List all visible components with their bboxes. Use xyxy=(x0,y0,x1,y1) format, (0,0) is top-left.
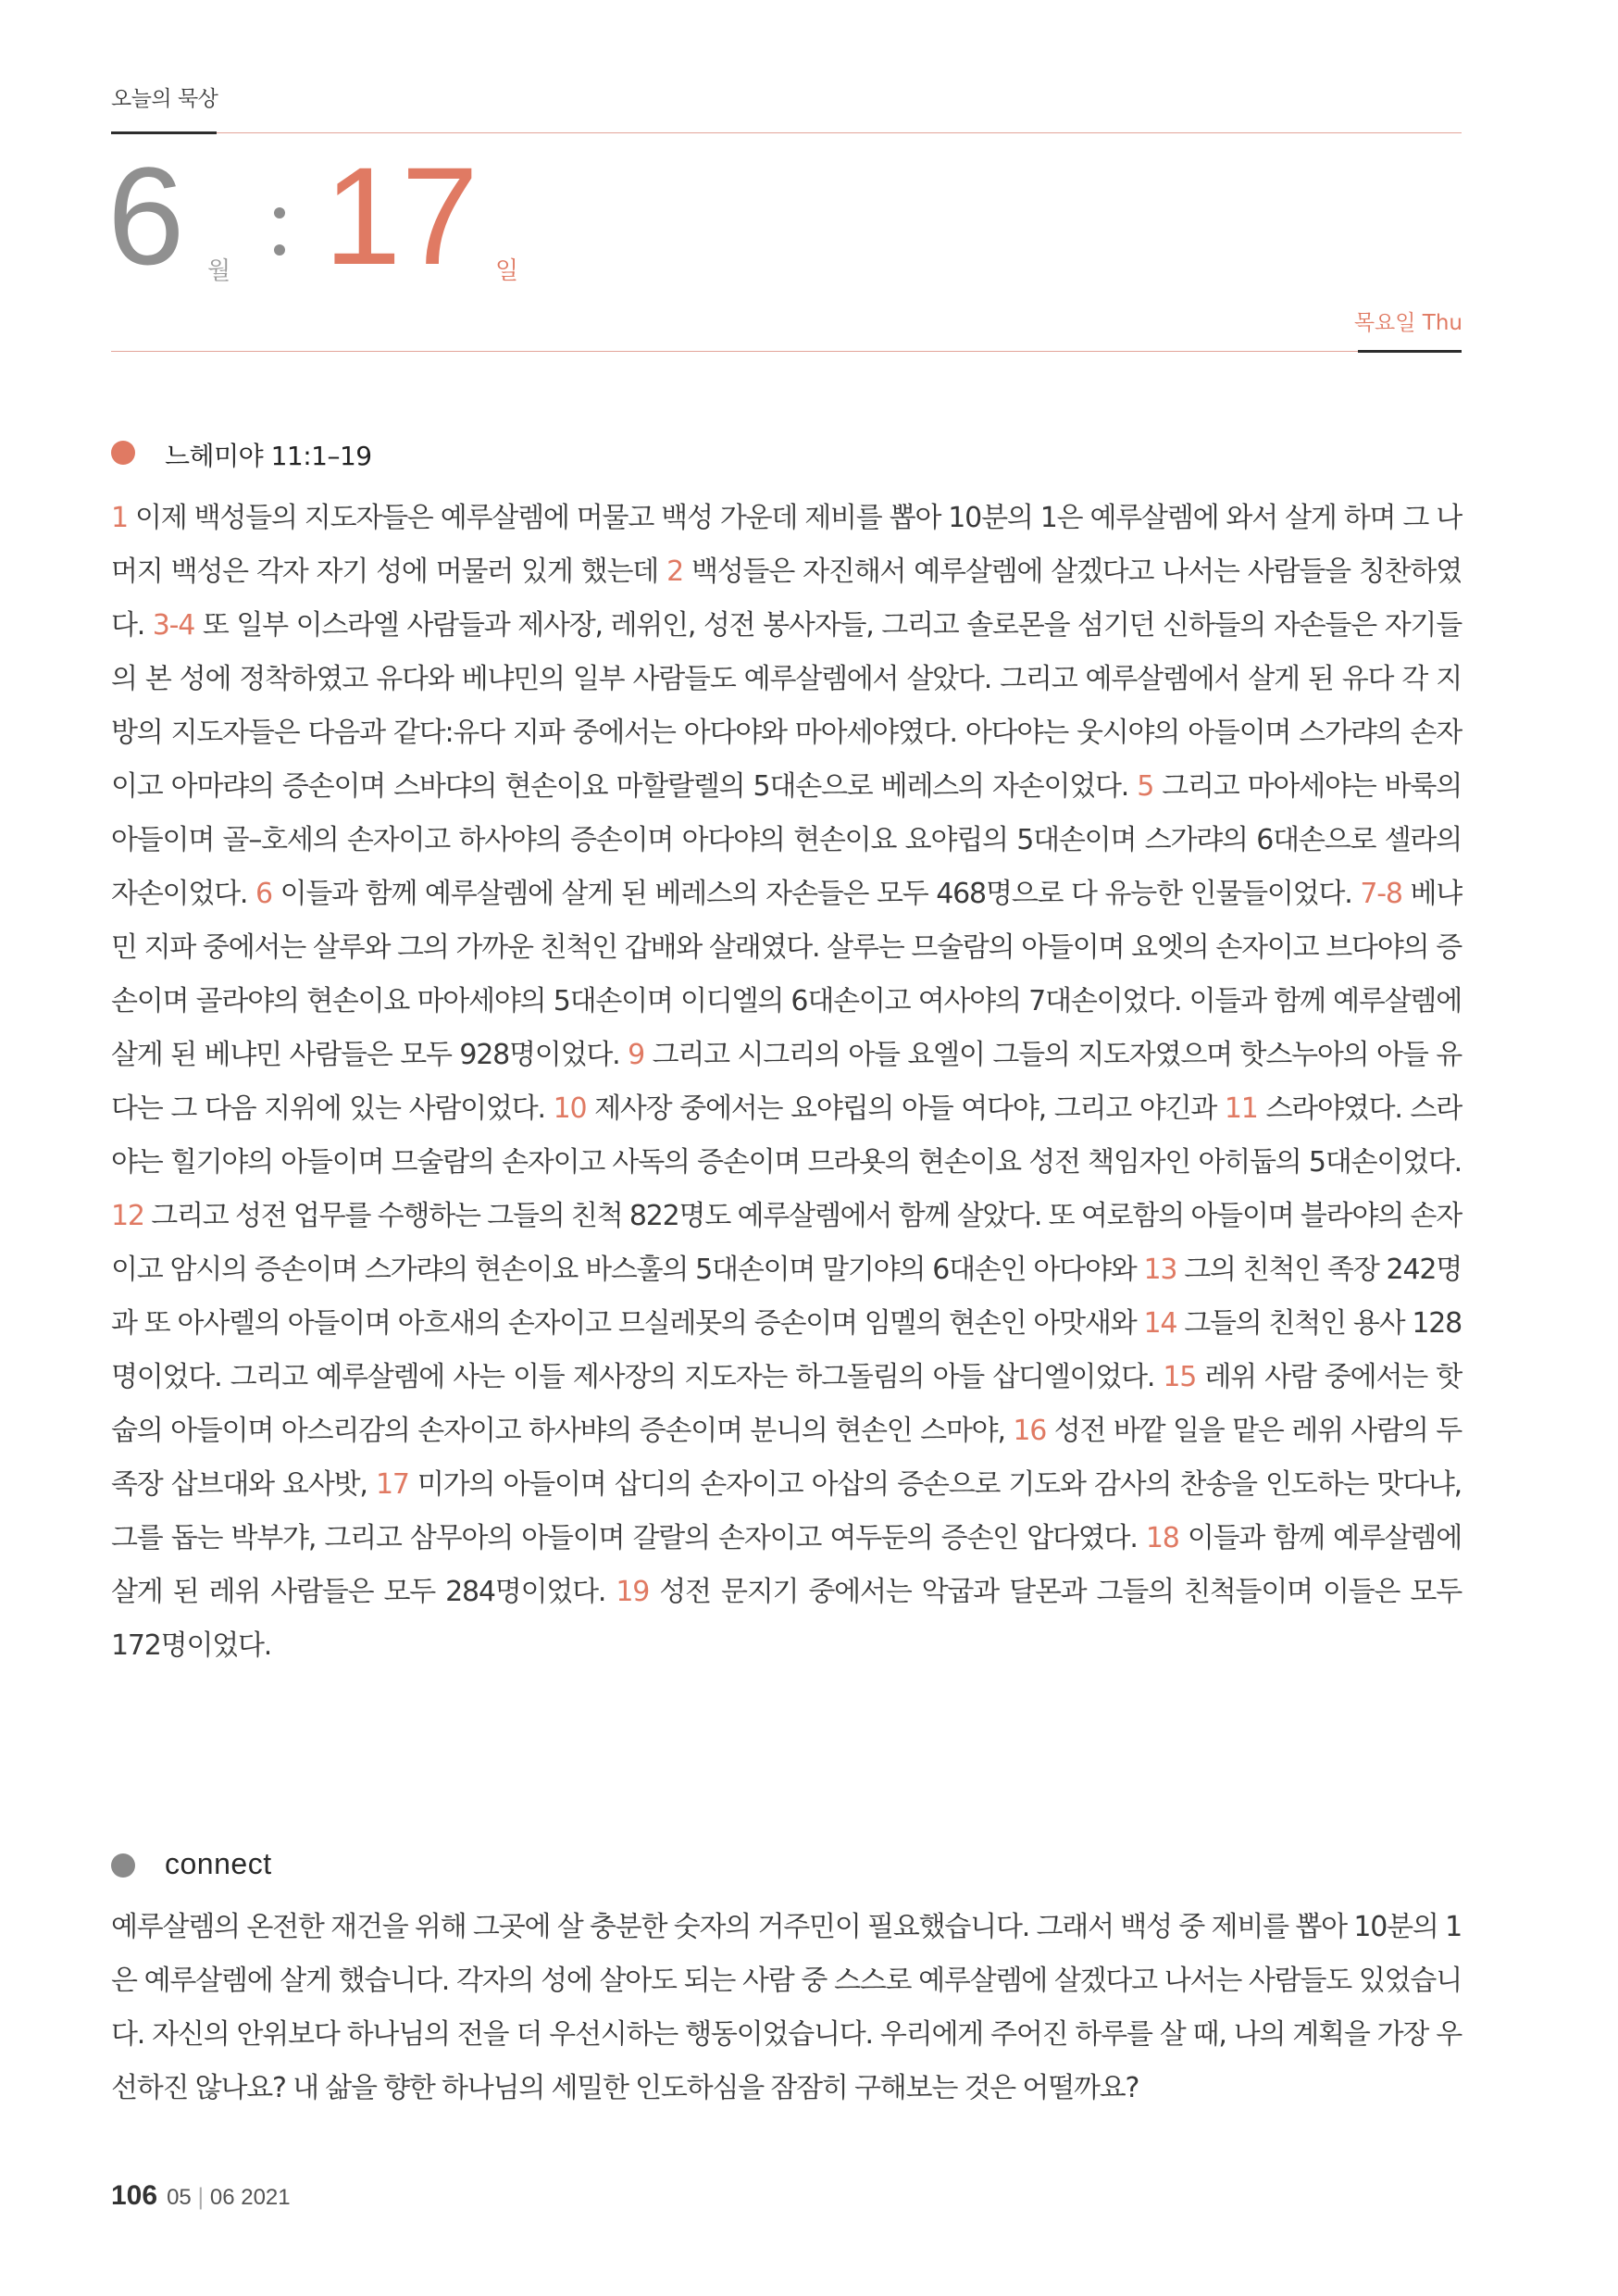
day-unit: 일 xyxy=(495,257,519,285)
verse-text: 베냐민 지파 중에서는 살루와 그의 가까운 친척인 갑배와 살래였다. 살루는 므술람의 아들이며 요엣의 손자이고 브다야의 증손이며 골라야의 현손이요 마아세야의 5대손이며 이디엘의 6대손이고 여사야의 7대손이었다. 이들과 함께 예루살렘에 살게 된 베냐민 사람들은 모두 928명이었다. xyxy=(111,878,1462,1071)
date-colon-dot-bottom xyxy=(274,244,285,256)
verse-text: 이들과 함께 예루살렘에 살게 된 베레스의 자손들은 모두 468명으로 다 유능한 인물들이었다. xyxy=(271,878,1361,910)
page-footer xyxy=(111,2180,291,2212)
section-label: 오늘의 묵상 xyxy=(111,87,218,111)
verse-text: 이들과 함께 예루살렘에 살게 된 레위 사람들은 모두 284명이었다. xyxy=(111,1522,1462,1608)
verse-number: 16 xyxy=(1013,1415,1047,1447)
verse-number: 7-8 xyxy=(1360,878,1402,910)
verse-number: 15 xyxy=(1163,1361,1197,1393)
month-number: 6 xyxy=(107,138,185,293)
connect-body: 예루살렘의 온전한 재건을 위해 그곳에 살 충분한 숫자의 거주민이 필요했습니다. 그래서 백성 중 제비를 뽑아 10분의 1은 예루살렘에 살게 했습니다. 각자의 성에 살아도 되는 사람 중 스스로 예루살렘에 살겠다고 나서는 사람들도 있었습니다. 자신의 안위보다 하나님의 전을 더 우선시하는 행동이었습니다. 우리에게 주어진 하루를 살 때, 나의 계획을 가장 우선하진 않나요? 내 삶을 향한 하나님의 세밀한 인도하심을 잠잠히 구해보는 것은 어떨까요? xyxy=(111,1911,1462,2104)
verse-text: 그의 친척인 족장 242명과 또 아사렐의 아들이며 아흐새의 손자이고 므실레못의 증손이며 임멜의 현손인 아맛새와 xyxy=(111,1254,1462,1340)
footer-separator: | xyxy=(196,2184,205,2210)
verse-text: 백성들은 자진해서 예루살렘에 살겠다고 나서는 사람들을 칭찬하였다. xyxy=(111,555,1462,642)
verse-number: 17 xyxy=(375,1468,409,1501)
verse-number: 18 xyxy=(1145,1522,1179,1554)
date-colon-dot-top xyxy=(274,207,285,218)
verse-number: 3-4 xyxy=(152,609,195,642)
verse-number: 10 xyxy=(553,1092,587,1125)
verse-number: 14 xyxy=(1143,1307,1177,1340)
date-rule-dark xyxy=(1358,350,1462,353)
verse-text: 그리고 성전 업무를 수행하는 그들의 친척 822명도 예루살렘에서 함께 살았다. 또 여로함의 아들이며 블라야의 손자이고 암시의 증손이며 스가랴의 현손이요 바스훌의 5대손이며 말기야의 6대손인 아다야와 xyxy=(111,1200,1462,1286)
verse-number: 19 xyxy=(616,1576,650,1608)
verse-text: 성전 바깥 일을 맡은 레위 사람의 두 족장 삽브대와 요사밧, xyxy=(111,1415,1462,1501)
verse-number: 11 xyxy=(1224,1092,1258,1125)
verse-number: 2 xyxy=(666,555,683,588)
scripture-reference: 느헤미야 11:1–19 xyxy=(165,441,372,471)
issue-year: 06 2021 xyxy=(209,2185,291,2210)
month-unit: 월 xyxy=(207,257,231,285)
verse-text: 그들의 친척인 용사 128명이었다. 그리고 예루살렘에 사는 이들 제사장의 지도자는 하그돌림의 아들 삽디엘이었다. xyxy=(111,1307,1462,1393)
scripture-bullet-icon xyxy=(111,441,135,465)
weekday-label: 목요일 Thu xyxy=(1353,311,1462,335)
verse-text: 이제 백성들의 지도자들은 예루살렘에 머물고 백성 가운데 제비를 뽑아 10분의 1은 예루살렘에 와서 살게 하며 그 나머지 백성은 각자 자기 성에 머물러 있게 했는데 xyxy=(111,502,1462,588)
verse-number: 13 xyxy=(1143,1254,1177,1286)
header-rule-accent xyxy=(217,132,1462,133)
issue-months: 05 xyxy=(167,2185,192,2210)
verse-text: 제사장 중에서는 요야립의 아들 여다야, 그리고 야긴과 xyxy=(586,1092,1225,1125)
connect-bullet-icon xyxy=(111,1853,135,1878)
page-number: 106 xyxy=(111,2180,158,2211)
verse-text: 레위 사람 중에서는 핫숩의 아들이며 아스리감의 손자이고 하사뱌의 증손이며 분니의 현손인 스마야, xyxy=(111,1361,1462,1447)
day-number: 17 xyxy=(324,138,479,293)
verse-text: 그리고 마아세야는 바룩의 아들이며 골–호세의 손자이고 하사야의 증손이며 아다야의 현손이요 요야립의 5대손이며 스가랴의 6대손으로 셀라의 자손이었다. xyxy=(111,770,1462,910)
verse-number: 6 xyxy=(255,878,272,910)
verse-text: 그리고 시그리의 아들 요엘이 그들의 지도자였으며 핫스누아의 아들 유다는 그 다음 지위에 있는 사람이었다. xyxy=(111,1039,1462,1125)
header-rule-dark xyxy=(111,131,217,134)
scripture-passage xyxy=(111,492,1462,1673)
verse-text: 성전 문지기 중에서는 악굽과 달몬과 그들의 친척들이며 이들은 모두 172명이었다. xyxy=(111,1576,1462,1662)
verse-number: 9 xyxy=(628,1039,644,1071)
date-rule-accent xyxy=(111,351,1358,352)
verse-text: 스라야였다. 스라야는 힐기야의 아들이며 므술람의 손자이고 사독의 증손이며 므라욧의 현손이요 성전 책임자인 아히둡의 5대손이었다. xyxy=(111,1092,1462,1179)
verse-number: 1 xyxy=(111,502,128,534)
verse-number: 5 xyxy=(1137,770,1154,803)
verse-number: 12 xyxy=(111,1200,144,1232)
verse-text: 미가의 아들이며 삽디의 손자이고 아삽의 증손으로 기도와 감사의 찬송을 인도하는 맛다냐, 그를 돕는 박부갸, 그리고 삼무아의 아들이며 갈랄의 손자이고 여두둔의 증손인 압다였다. xyxy=(111,1468,1462,1554)
connect-title: connect xyxy=(165,1847,272,1880)
verse-text: 또 일부 이스라엘 사람들과 제사장, 레위인, 성전 봉사자들, 그리고 솔로몬을 섬기던 신하들의 자손들은 자기들의 본 성에 정착하였고 유다와 베냐민의 일부 사람들도 예루살렘에서 살았다. 그리고 예루살렘에서 살게 된 유다 각 지방의 지도자들은 다음과 같다:유다 지파 중에서는 아다야와 마아세야였다. 아다야는 웃시야의 아들이며 스가랴의 손자이고 아마랴의 증손이며 스바댜의 현손이요 마할랄렐의 5대손으로 베레스의 자손이었다. xyxy=(111,609,1462,803)
